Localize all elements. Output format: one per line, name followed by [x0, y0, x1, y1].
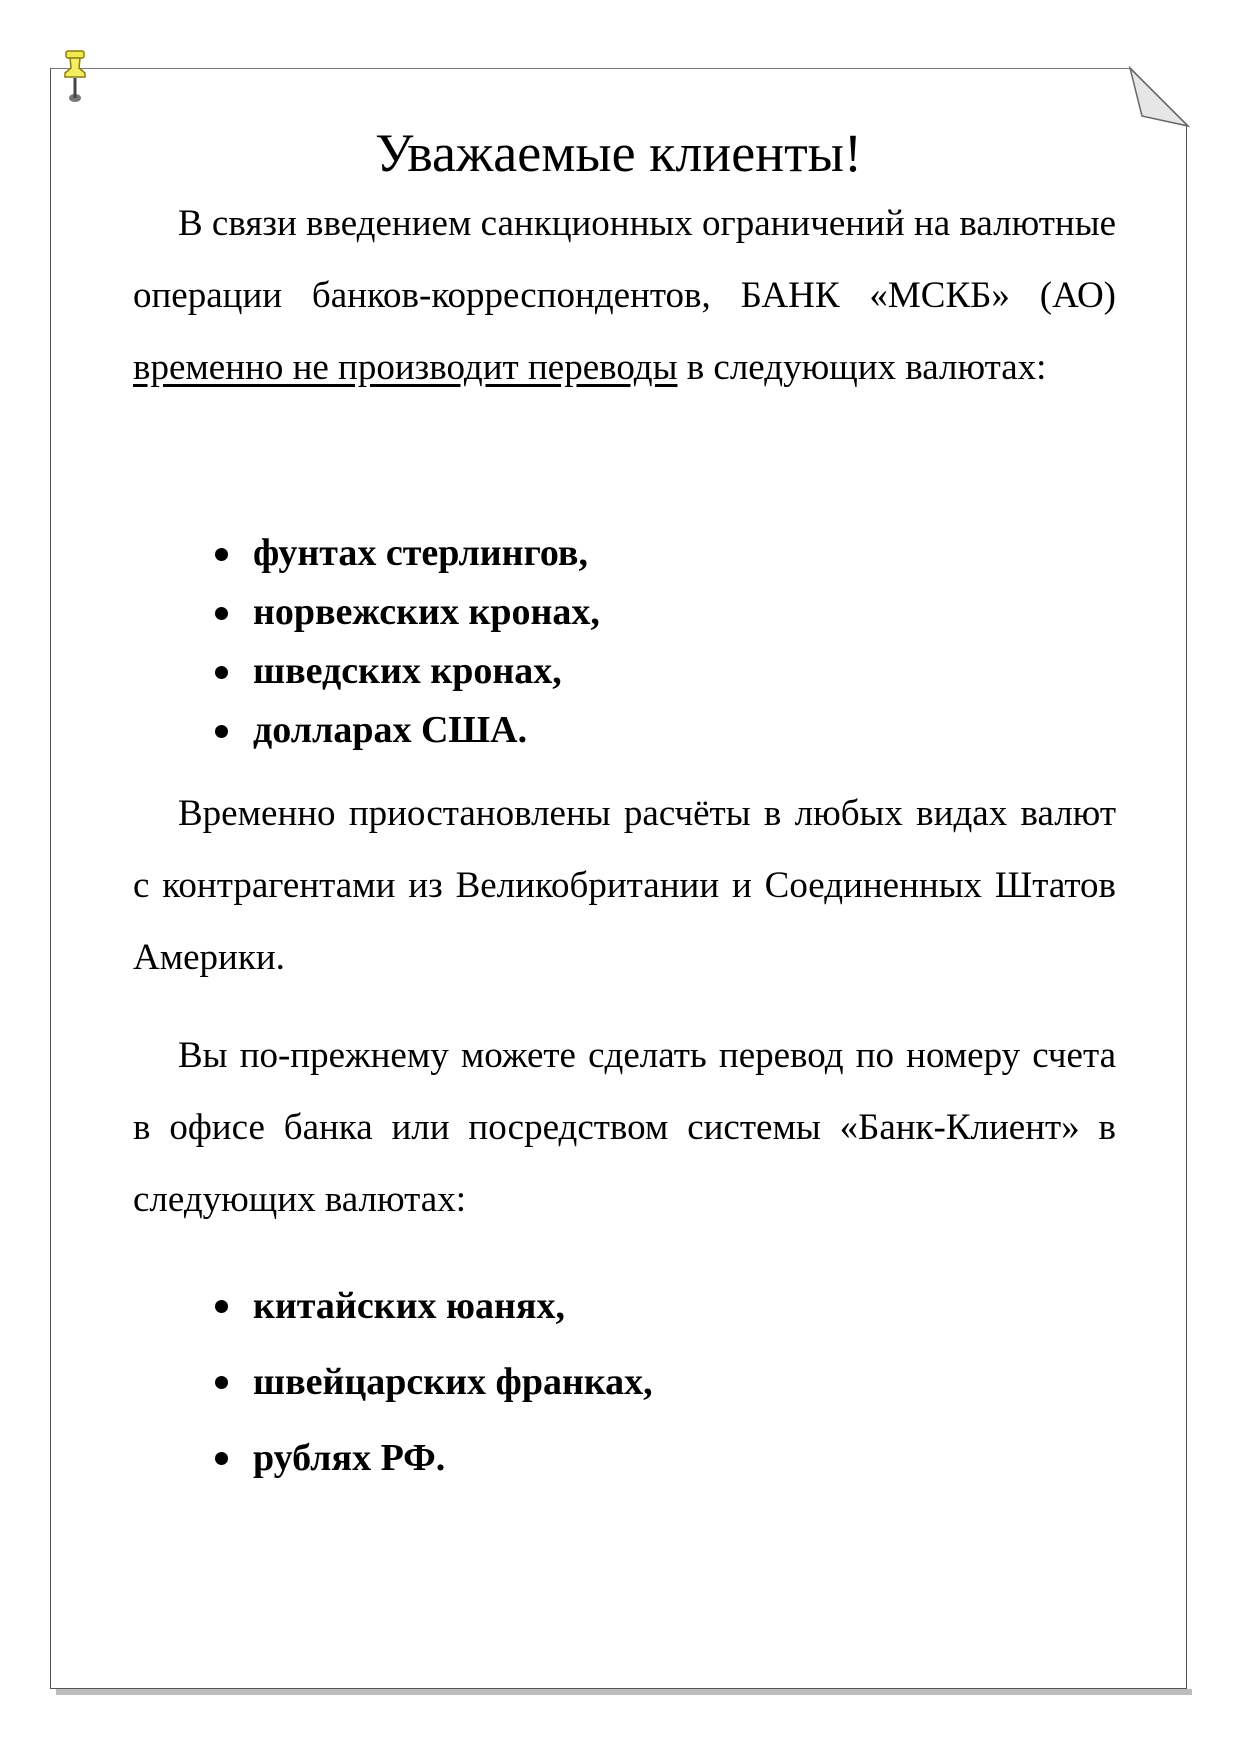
list-item	[215, 524, 600, 583]
paragraph-sanctions-text: В связи введением санкционных ограничений на валютные операции банков-корреспондентов, БАНК «МСКБ» (АО)	[133, 203, 1116, 316]
paragraph-sanctions-tail: в следующих валютах:	[677, 347, 1047, 388]
bullet-icon	[215, 1300, 228, 1313]
list-item-label: китайских юанях,	[253, 1285, 565, 1327]
list-item	[215, 642, 600, 701]
sheet-shadow	[56, 1689, 1192, 1695]
bullet-icon	[215, 548, 228, 561]
paragraph-settlements: Временно приостановлены расчёты в любых видах валют с контрагентами из Великобритании и Соединенных Штатов Америки.	[133, 793, 1116, 978]
paragraph-sanctions	[133, 188, 1116, 404]
suspended-currency-list	[215, 524, 600, 760]
bullet-icon	[215, 607, 228, 620]
pushpin-icon	[58, 48, 92, 106]
list-item	[215, 1268, 653, 1344]
paragraph-available-transfers: Вы по-прежнему можете сделать перевод по номеру счета в офисе банка или посредством системы «Банк-Клиент» в следующих валютах:	[133, 1035, 1116, 1220]
page-title: Уважаемые клиенты!	[375, 123, 862, 183]
list-item-label: шведских кронах,	[253, 650, 562, 692]
list-item	[215, 583, 600, 642]
list-item-label: рублях РФ.	[253, 1437, 446, 1479]
bullet-icon	[215, 1376, 228, 1389]
bullet-icon	[215, 1452, 228, 1465]
bullet-icon	[215, 666, 228, 679]
list-item-label: швейцарских франках,	[253, 1361, 653, 1403]
list-item	[215, 1344, 653, 1420]
list-item-label: долларах США.	[253, 709, 528, 751]
paragraph-sanctions-underlined: временно не производит переводы	[133, 347, 678, 388]
list-item-label: фунтах стерлингов,	[253, 532, 588, 574]
available-currency-list	[215, 1268, 653, 1496]
list-item	[215, 1420, 653, 1496]
bullet-icon	[215, 725, 228, 738]
list-item-label: норвежских кронах,	[253, 591, 600, 633]
list-item	[215, 701, 600, 760]
